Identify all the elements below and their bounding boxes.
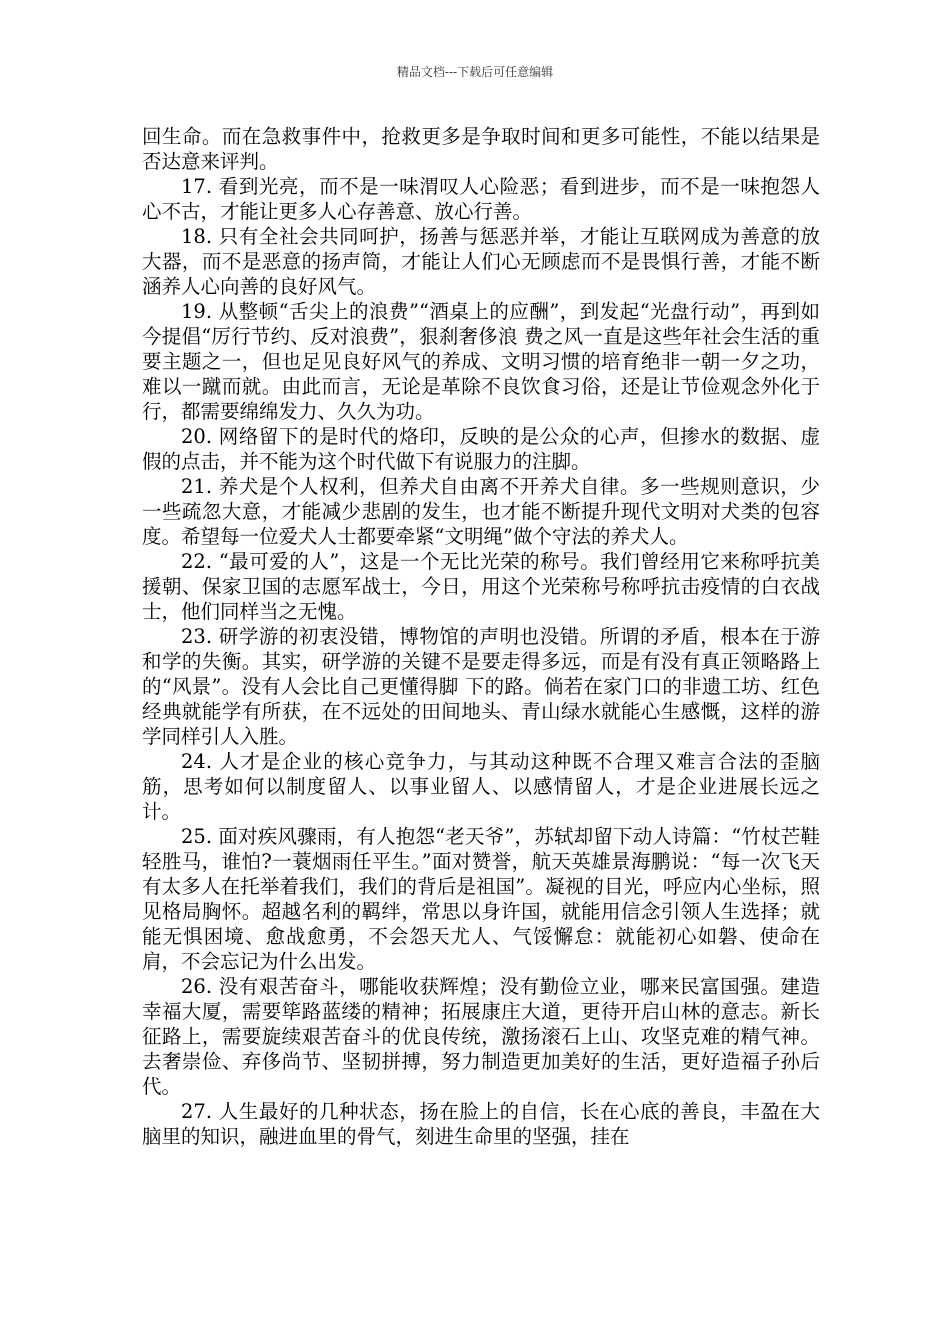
paragraph-19: 19. 从整顿“舌尖上的浪费”“酒桌上的应酬”，到发起“光盘行动”，再到如今提倡“厉行节约、反对浪费”，狠刹奢侈浪 费之风一直是这些年社会生活的重要主题之一，但也足见良好风气的养成、文明习惯的培育绝非一朝一夕之功，难以一蹴而就。由此而言，无论是革除不良饮食习俗，还是让节俭观念外化于行，都需要绵绵发力、久久为功。 <box>142 300 820 423</box>
paragraph-25: 25. 面对疾风骤雨，有人抱怨“老天爷”，苏轼却留下动人诗篇：“竹杖芒鞋轻胜马，谁怕?一蓑烟雨任平生。”面对赞誉，航天英雄景海鹏说：“每一次飞天有太多人在托举着我们，我们的背后是祖国”。凝视的目光，呼应内心坐标，照见格局胸怀。超越名利的羁绊，常思以身许国，就能用信念引领人生选择；就能无惧困境、愈战愈勇，不会怨天尤人、气馁懈怠：就能初心如磐、使命在肩，不会忘记为什么出发。 <box>142 825 820 973</box>
paragraph-23: 23. 研学游的初衷没错，博物馆的声明也没错。所谓的矛盾，根本在于游和学的失衡。其实，研学游的关键不是要走得多远，而是有没有真正领略路上的“风景”。没有人会比自己更懂得脚 下的路。倘若在家门口的非遗工坊、红色经典就能学有所获，在不远处的田间地头、青山绿水就能心生感慨，这样的游学同样引人入胜。 <box>142 625 820 748</box>
paragraph-21: 21. 养犬是个人权利，但养犬自由离不开养犬自律。多一些规则意识，少一些疏忽大意，才能减少悲剧的发生，也才能不断提升现代文明对犬类的包容度。希望每一位爱犬人士都要牵紧“文明绳”做个守法的养犬人。 <box>142 475 820 548</box>
page-header: 精品文档---下载后可任意编辑 <box>396 65 554 79</box>
paragraph-26: 26. 没有艰苦奋斗，哪能收获辉煌；没有勤俭立业，哪来民富国强。建造幸福大厦，需要筚路蓝缕的精神；拓展康庄大道，更待开启山林的意志。新长征路上，需要旋续艰苦奋斗的优良传统，激扬滚石上山、攻坚克难的精气神。去奢崇俭、弃侈尚节、坚韧拼搏，努力制造更加美好的生活，更好造福子孙后代。 <box>142 975 820 1098</box>
paragraph-27: 27. 人生最好的几种状态，扬在脸上的自信，长在心底的善良，丰盈在大脑里的知识，融进血里的骨气，刻进生命里的坚强，挂在 <box>142 1100 820 1148</box>
document-body <box>142 124 820 1149</box>
paragraph-18: 18. 只有全社会共同呵护，扬善与惩恶并举，才能让互联网成为善意的放大器，而不是恶意的扬声筒，才能让人们心无顾虑而不是畏惧行善，才能不断涵养人心向善的良好风气。 <box>142 225 820 298</box>
paragraph-17: 17. 看到光亮，而不是一味渭叹人心险恶；看到进步，而不是一味抱怨人心不古，才能让更多人心存善意、放心行善。 <box>142 175 820 223</box>
paragraph-20: 20. 网络留下的是时代的烙印，反映的是公众的心声，但掺水的数据、虚假的点击，并不能为这个时代做下有说服力的注脚。 <box>142 425 820 473</box>
paragraph-24: 24. 人才是企业的核心竞争力，与其动这种既不合理又难言合法的歪脑筋，思考如何以制度留人、以事业留人、以感情留人，才是企业进展长远之计。 <box>142 750 820 823</box>
paragraph-16-continued: 回生命。而在急救事件中，抢救更多是争取时间和更多可能性，不能以结果是否达意来评判。 <box>142 125 820 173</box>
paragraph-22: 22. “最可爱的人”，这是一个无比光荣的称号。我们曾经用它来称呼抗美援朝、保家卫国的志愿军战士，今日，用这个光荣称号称呼抗击疫情的白衣战士，他们同样当之无愧。 <box>142 550 820 623</box>
